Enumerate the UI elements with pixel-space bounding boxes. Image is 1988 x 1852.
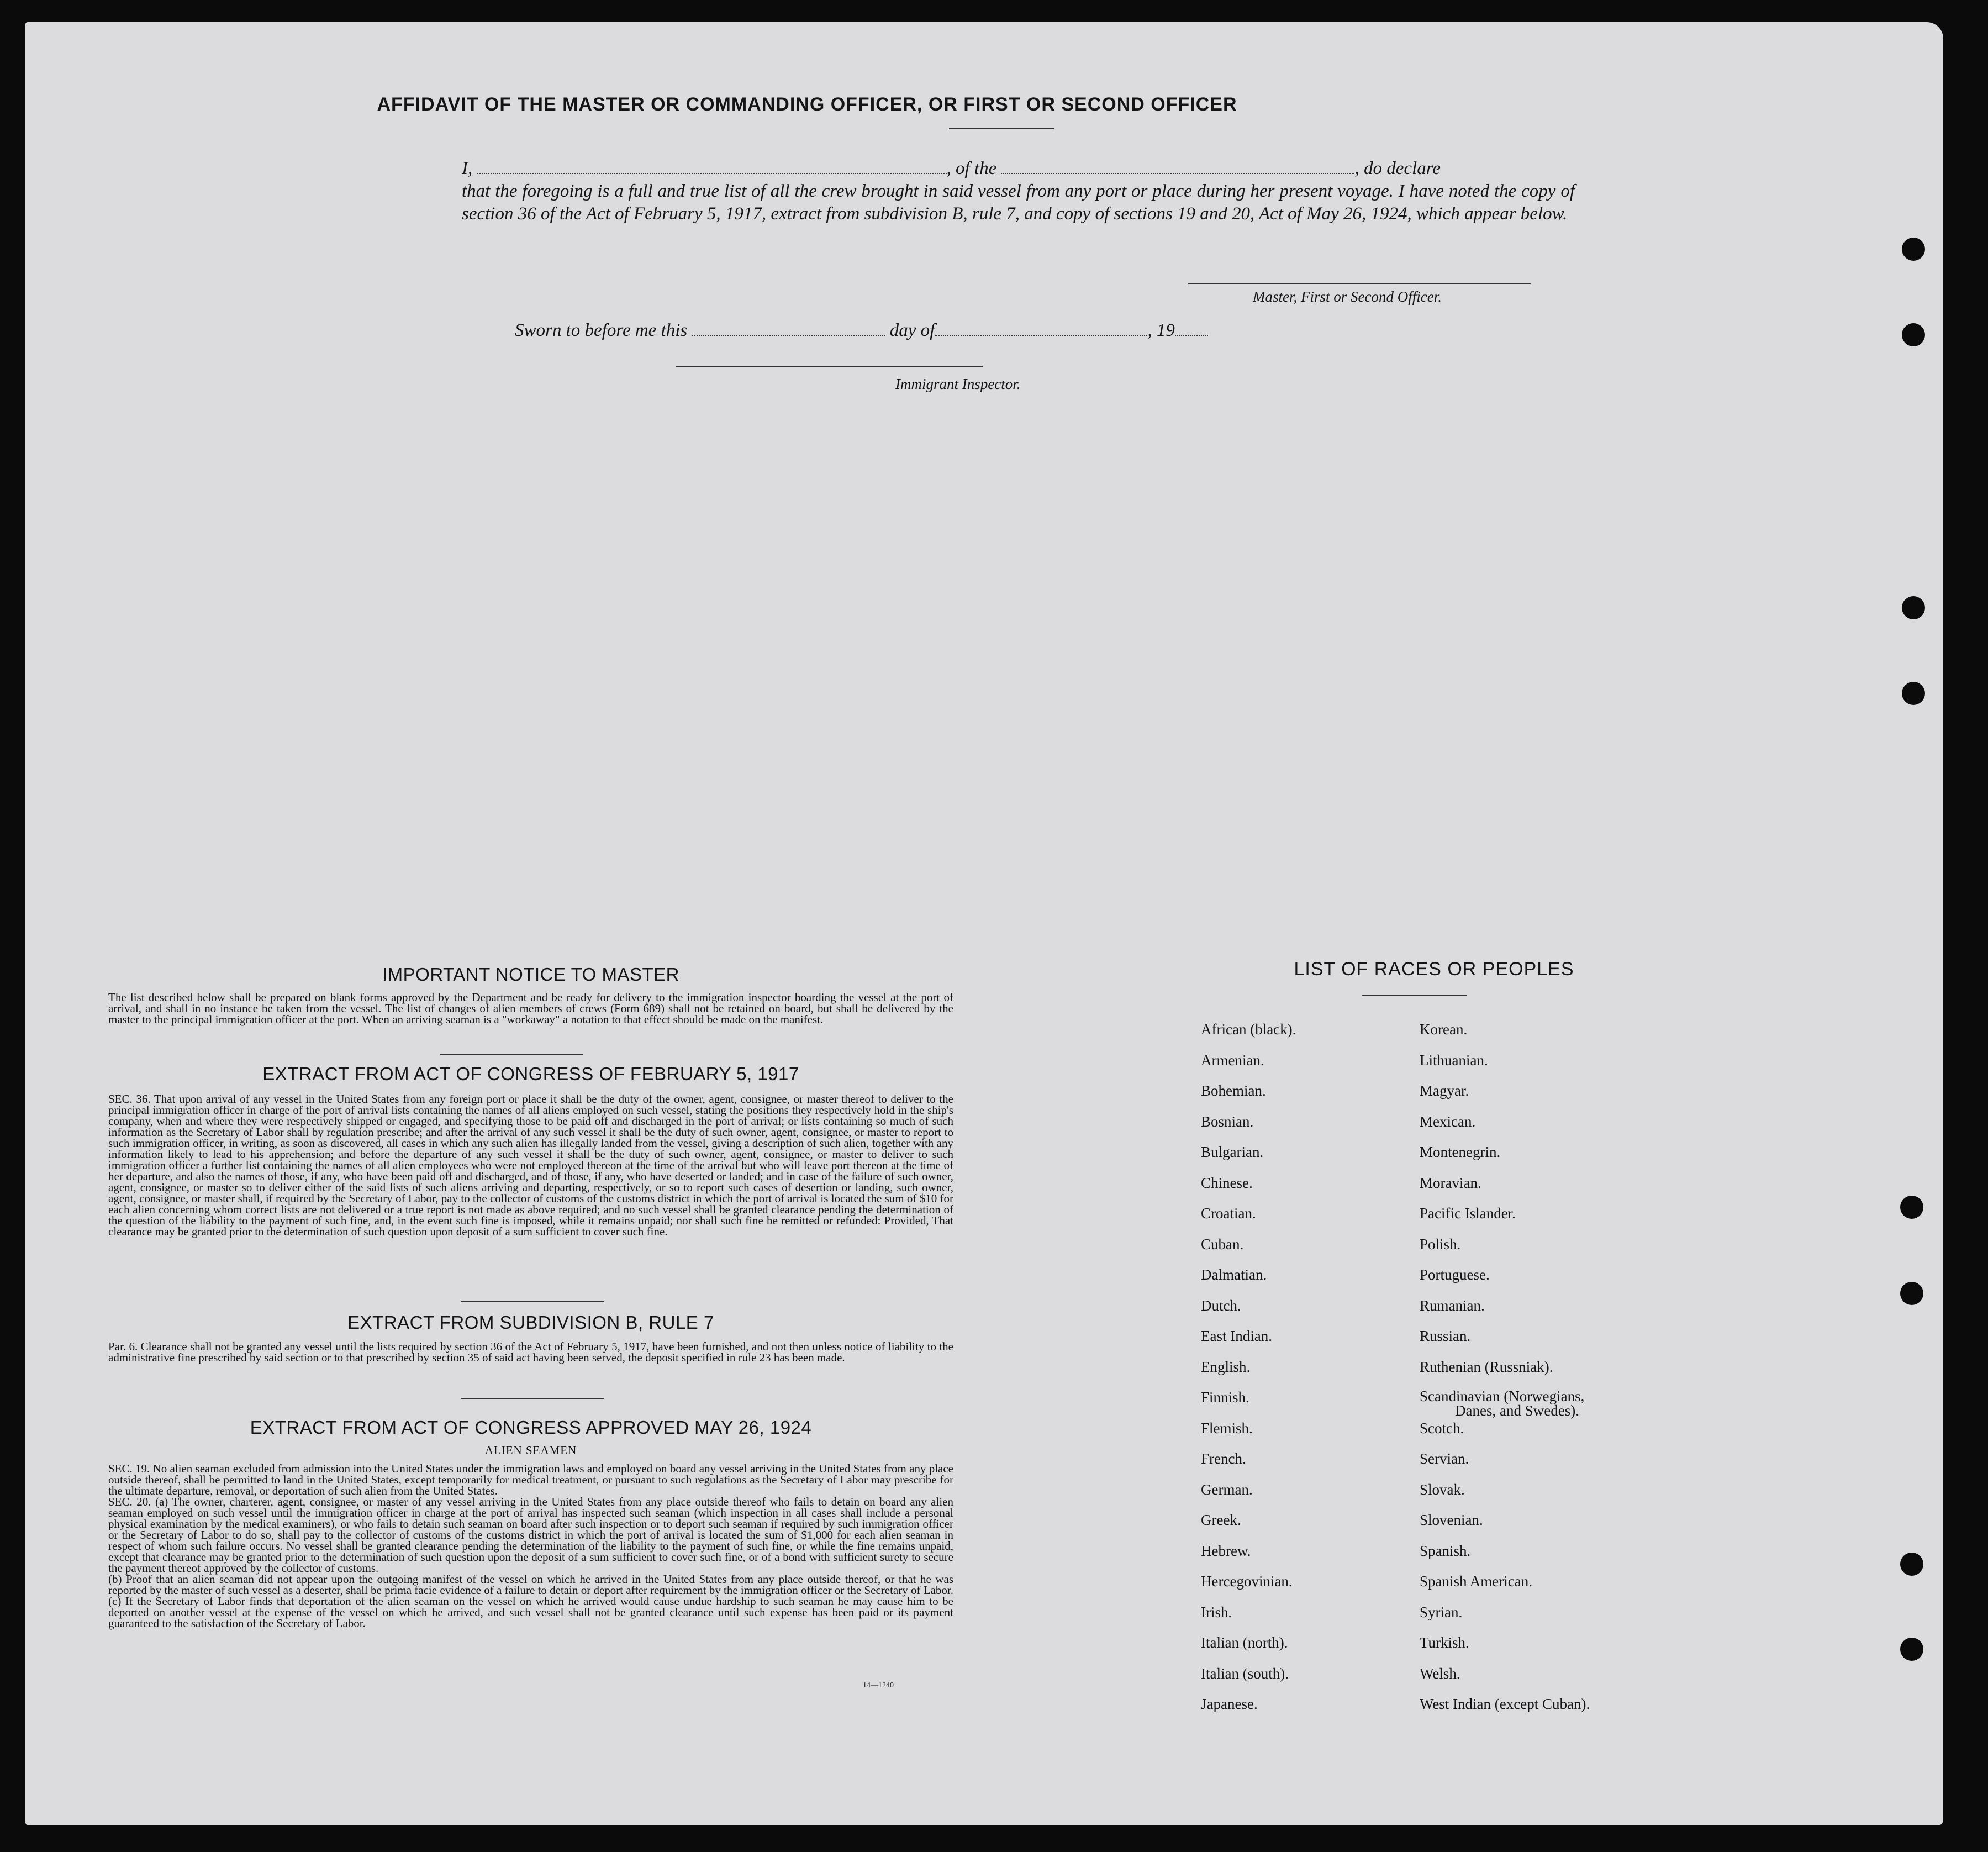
name-blank xyxy=(477,159,947,174)
race-item: Bosnian. xyxy=(1201,1113,1254,1130)
race-item: Dutch. xyxy=(1201,1297,1241,1314)
extract-1924-sec20a: SEC. 20. (a) The owner, charterer, agent, consignee, or master of any vessel arriving in the United States from any place outside thereof who fails to detain on board any alien seaman employed on such vessel until the immigration officer in charge at the port of arrival has inspected such seaman (which inspection in all cases shall include a personal physical examination by the medical examiners), or who fails to detain such seaman on board after such inspection or to deport such seaman if required by such immigration officer or the Secretary of Labor to do so, shall pay to the collector of customs of the customs district in which the port of arrival is located the sum of $1,000 for each alien seaman in respect of whom such failure occurs. No vessel shall be granted clearance pending the determination of the liability to the payment of such fine, or while the fine remains unpaid, except that clearance may be granted prior to the determination of such question upon the deposit of a sum sufficient to cover such fine, or of a bond with sufficient surety to secure the payment thereof approved by the collector of customs. xyxy=(108,1495,953,1575)
extract-rule-7 xyxy=(108,1312,953,1363)
extract-1924-sec20c: (c) If the Secretary of Labor finds that deportation of the alien seaman on the vessel on which he arrived would cause undue hardship to such seaman he may cause him to be deported on another vessel at the expense of the vessel on which he arrived, and such vessel shall not be granted clearance until such expense has been paid or its payment guaranteed to the satisfaction of the Secretary of Labor. xyxy=(108,1595,953,1630)
extract-1924-subtitle: ALIEN SEAMEN xyxy=(484,1444,577,1457)
race-item: English. xyxy=(1201,1358,1251,1375)
important-notice xyxy=(108,964,953,1025)
punch-hole xyxy=(1900,1196,1923,1219)
document-page xyxy=(25,22,1943,1825)
race-item-line1: Scandinavian (Norwegians, xyxy=(1420,1388,1585,1404)
divider xyxy=(949,128,1054,129)
vessel-blank xyxy=(1001,159,1354,174)
race-item: Mexican. xyxy=(1420,1113,1476,1130)
race-item: Bohemian. xyxy=(1201,1082,1266,1099)
race-item: Hercegovinian. xyxy=(1201,1573,1293,1590)
race-item: East Indian. xyxy=(1201,1328,1272,1344)
notice-body: The list described below shall be prepared on blank forms approved by the Department and be ready for delivery to the immigration inspector boarding the vessel at the port of arrival, and shall in no instance be taken from the vessel. The list of changes of alien members of crews (Form 689) shall not be retained on board, but shall be delivered by the master to the principal immigration officer at the port. When an arriving seaman is a "workaway" a notation to that effect should be made on the manifest. xyxy=(108,991,953,1026)
extract-1924-title: EXTRACT FROM ACT OF CONGRESS APPROVED MAY 26, 1924 xyxy=(250,1417,812,1438)
punch-hole xyxy=(1902,238,1925,261)
race-item: Croatian. xyxy=(1201,1205,1256,1222)
race-item: Chinese. xyxy=(1201,1174,1253,1191)
race-item: Montenegrin. xyxy=(1420,1144,1501,1160)
race-item: Cuban. xyxy=(1201,1235,1244,1253)
punch-hole xyxy=(1902,596,1925,619)
race-item: Rumanian. xyxy=(1420,1297,1485,1314)
race-item: Portuguese. xyxy=(1420,1266,1490,1283)
race-item: Bulgarian. xyxy=(1201,1144,1264,1160)
race-item-line2: Danes, and Swedes). xyxy=(1455,1402,1579,1419)
race-item: Japanese. xyxy=(1201,1696,1258,1712)
divider xyxy=(461,1398,604,1399)
extract-1917-body: SEC. 36. That upon arrival of any vessel in the United States from any foreign port or place it shall be the duty of the owner, agent, consignee, or master thereof to deliver to the principal immigration officer in charge of the port of arrival lists containing the names of all aliens employed on such vessel, stating the positions they respectively hold in the ship's company, when and where they were respectively shipped or engaged, and specifying those to be paid off and discharged in the port of arrival; or lists containing so much of such information as the Secretary of Labor shall by regulation prescribe; and after the arrival of any such vessel it shall be the duty of such owner, agent, consignee, or master to report to such immigration officer, in writing, as soon as discovered, all cases in which any such alien has illegally landed from the vessel, giving a description of such alien, together with any information likely to lead to his apprehension; and before the departure of any such vessel it shall be the duty of such owner, agent, consignee, or master to deliver to such immigration officer a further list containing the names of all alien employees who were not employed thereon at the time of the arrival but who will leave port thereon at the time of her departure, and also the names of those, if any, who have been paid off and discharged, and of those, if any, who have deserted or landed; and in case of the failure of such owner, agent, consignee, or master so to deliver either of the said lists of such aliens arriving and departing, respectively, or so to report such cases of desertion or landing, such owner, agent, consignee, or master shall, if required by the Secretary of Labor, pay to the collector of customs of the customs district in which the port of arrival is located the sum of $10 for each alien concerning whom correct lists are not delivered or a true report is not made as above required; and no such vessel shall be granted clearance pending the determination of the question of the liability to the payment of such fine, and, in the event such fine is imposed, while it remains unpaid; nor shall such fine be remitted or refunded: Provided, That clearance may be granted prior to the determination of such question upon deposit of a sum sufficient to cover such fine. xyxy=(108,1092,953,1238)
race-item: Spanish. xyxy=(1420,1542,1471,1559)
affidavit-declare: , do declare xyxy=(1354,159,1441,178)
punch-hole xyxy=(1900,1553,1923,1576)
extract-rule-7-title: EXTRACT FROM SUBDIVISION B, RULE 7 xyxy=(347,1312,714,1333)
punch-hole xyxy=(1900,1282,1923,1305)
extract-1917 xyxy=(108,1064,953,1237)
sworn-year: , 19 xyxy=(1147,320,1175,340)
day-blank xyxy=(692,320,885,336)
race-item: Welsh. xyxy=(1420,1665,1460,1682)
race-item xyxy=(1420,1389,1590,1420)
race-item: Spanish American. xyxy=(1420,1573,1532,1590)
race-item: German. xyxy=(1201,1481,1253,1498)
notice-title: IMPORTANT NOTICE TO MASTER xyxy=(382,964,679,985)
race-item: Hebrew. xyxy=(1201,1542,1251,1559)
extract-rule-7-body: Par. 6. Clearance shall not be granted any vessel until the lists required by section 36 of the Act of February 5, 1917, have been furnished, and not then unless notice of liability to the administrative fine prescribed by said section or to that prescribed by section 35 of said act having been served, the deposit specified in rule 23 has been made. xyxy=(108,1340,953,1364)
affidavit-i: I, xyxy=(462,159,473,178)
race-item: Syrian. xyxy=(1420,1603,1463,1620)
race-item: Servian. xyxy=(1420,1450,1469,1467)
race-item: Dalmatian. xyxy=(1201,1266,1267,1283)
affidavit-title: AFFIDAVIT OF THE MASTER OR COMMANDING OFFICER, OR FIRST OR SECOND OFFICER xyxy=(377,94,1237,115)
race-item: Slovak. xyxy=(1420,1481,1465,1498)
affidavit-statement: that the foregoing is a full and true list of all the crew brought in said vessel from any port or place during her present voyage. I have noted the copy of section 36 of the Act of February 5, 1917, extract from subdivision B, rule 7, and copy of sections 19 and 20, Act of May 26, 1924, which appear below. xyxy=(462,181,1575,224)
extract-1924-sec19: SEC. 19. No alien seaman excluded from admission into the United States under the immigration laws and employed on board any vessel arriving in the United States from any place outside thereof, shall be permitted to land in the United States, except temporarily for medical treatment, or pursuant to such regulations as the Secretary of Labor may prescribe for the ultimate departure, removal, or deportation of such alien from the United States. xyxy=(108,1462,953,1497)
race-item: Italian (south). xyxy=(1201,1665,1289,1682)
inspector-label: Immigrant Inspector. xyxy=(895,376,1021,392)
divider xyxy=(1362,995,1467,996)
races-left-column xyxy=(1201,1021,1296,1727)
race-item: French. xyxy=(1201,1450,1246,1467)
punch-hole xyxy=(1900,1638,1923,1661)
extract-1924 xyxy=(108,1417,953,1629)
race-item: Armenian. xyxy=(1201,1051,1264,1069)
punch-hole xyxy=(1902,682,1925,705)
race-item: Korean. xyxy=(1420,1021,1468,1038)
race-item: Turkish. xyxy=(1420,1634,1469,1651)
signature-line xyxy=(1188,283,1531,284)
year-blank xyxy=(1175,320,1208,336)
race-item: Irish. xyxy=(1201,1603,1232,1620)
sworn-line xyxy=(515,320,1208,341)
race-item: Italian (north). xyxy=(1201,1634,1288,1651)
races-right-column xyxy=(1420,1021,1590,1727)
month-blank xyxy=(935,320,1147,336)
extract-1917-title: EXTRACT FROM ACT OF CONGRESS OF FEBRUARY 5, 1917 xyxy=(262,1064,799,1084)
race-item: Polish. xyxy=(1420,1235,1461,1253)
signature-label: Master, First or Second Officer. xyxy=(1253,288,1442,305)
divider xyxy=(440,1054,583,1055)
sworn-day-of: day of xyxy=(889,320,935,340)
form-number: 14—1240 xyxy=(863,1681,894,1690)
punch-hole xyxy=(1902,323,1925,346)
race-item: Slovenian. xyxy=(1420,1512,1483,1528)
race-item: Flemish. xyxy=(1201,1419,1253,1437)
divider xyxy=(461,1301,604,1302)
race-item: Scotch. xyxy=(1420,1419,1464,1437)
race-item: Magyar. xyxy=(1420,1082,1469,1099)
inspector-signature-line xyxy=(676,366,983,367)
race-item: African (black). xyxy=(1201,1021,1296,1038)
race-item: West Indian (except Cuban). xyxy=(1420,1696,1590,1712)
sworn-prefix: Sworn to before me this xyxy=(515,320,688,340)
affidavit-body xyxy=(462,157,1575,225)
race-item: Greek. xyxy=(1201,1512,1241,1528)
race-item: Ruthenian (Russniak). xyxy=(1420,1358,1553,1375)
race-item: Lithuanian. xyxy=(1420,1051,1488,1069)
race-item: Moravian. xyxy=(1420,1174,1481,1191)
race-item: Finnish. xyxy=(1201,1389,1249,1406)
races-title: LIST OF RACES OR PEOPLES xyxy=(1294,959,1574,980)
race-item: Pacific Islander. xyxy=(1420,1205,1516,1222)
extract-1924-sec20b: (b) Proof that an alien seaman did not appear upon the outgoing manifest of the vessel on which he arrived in the United States from any place outside thereof, or that he was reported by the master of such vessel as a deserter, shall be prima facie evidence of a failure to detain or deport after requirement by the immigration officer or the Secretary of Labor. xyxy=(108,1572,953,1597)
race-item: Russian. xyxy=(1420,1328,1471,1344)
affidavit-of-the: , of the xyxy=(946,159,997,178)
